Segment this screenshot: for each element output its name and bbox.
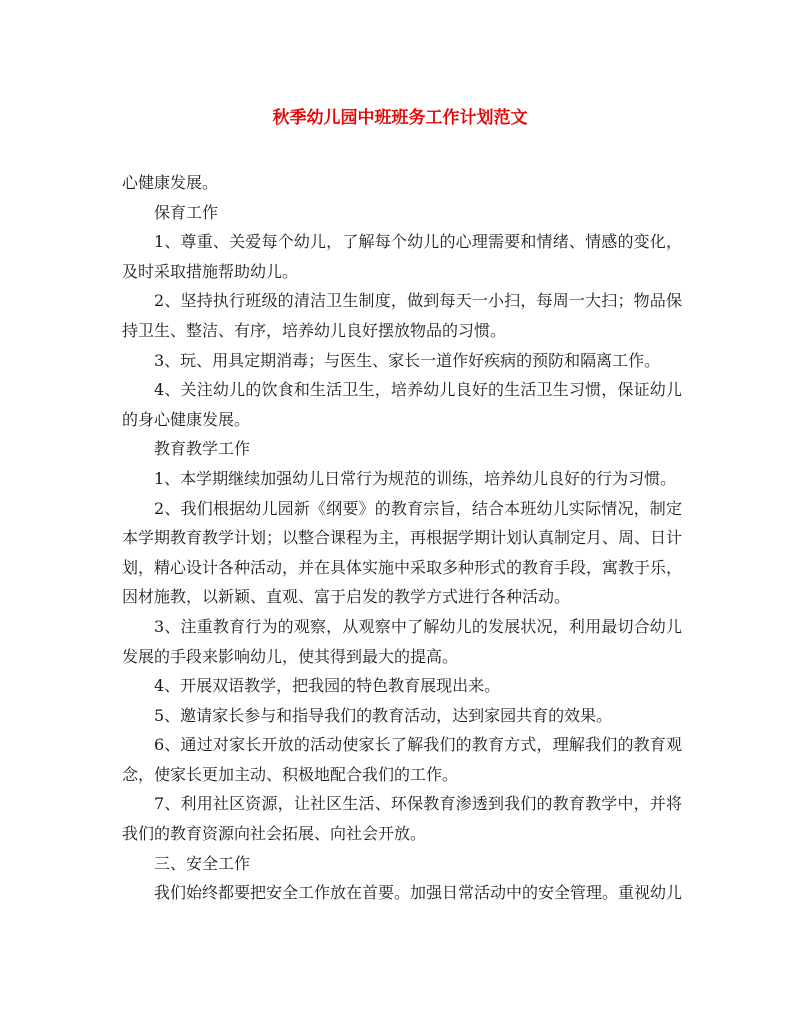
paragraph: 3、注重教育行为的观察，从观察中了解幼儿的发展状况，利用最切合幼儿发展的手段来影响幼儿，使其得到最大的提高。: [122, 616, 682, 666]
document-title: 秋季幼儿园中班班务工作计划范文: [272, 108, 528, 128]
paragraph: 3、玩、用具定期消毒；与医生、家长一道作好疾病的预防和隔离工作。: [154, 350, 661, 370]
document-body: [122, 168, 682, 908]
paragraph: 1、尊重、关爱每个幼儿，了解每个幼儿的心理需要和情绪、情感的变化，及时采取措施帮助幼儿。: [122, 232, 682, 281]
paragraph: 4、开展双语教学，把我园的特色教育展现出来。: [154, 676, 501, 696]
paragraph: 2、我们根据幼儿园新《纲要》的教育宗旨，结合本班幼儿实际情况，制定本学期教育教学计划；以整合课程为主，再根据学期计划认真制定月、周、日计划，精心设计各种活动，并在具体实施中采取多种形式的教育手段，寓教于乐，因材施教，以新颖、直观、富于启发的教学方式进行各种活动。: [122, 498, 683, 607]
paragraph: 我们始终都要把安全工作放在首要。加强日常活动中的安全管理。重视幼儿: [154, 883, 683, 903]
section-heading: 保育工作: [154, 202, 219, 222]
paragraph: 5、邀请家长参与和指导我们的教育活动，达到家园共育的效果。: [154, 705, 613, 725]
paragraph: 2、坚持执行班级的清洁卫生制度，做到每天一小扫，每周一大扫；物品保持卫生、整洁、有序，培养幼儿良好摆放物品的习惯。: [122, 291, 682, 340]
paragraph: 1、本学期继续加强幼儿日常行为规范的训练，培养幼儿良好的行为习惯。: [154, 468, 677, 488]
paragraph: 7、利用社区资源，让社区生活、环保教育渗透到我们的教育教学中，并将我们的教育资源向社会拓展、向社会开放。: [122, 794, 682, 844]
paragraph: 心健康发展。: [122, 173, 219, 192]
paragraph: 6、通过对家长开放的活动使家长了解我们的教育方式，理解我们的教育观念，使家长更加主动、积极地配合我们的工作。: [122, 735, 682, 784]
paragraph: 4、关注幼儿的饮食和生活卫生，培养幼儿良好的生活卫生习惯，保证幼儿的身心健康发展。: [122, 380, 682, 429]
section-heading: 三、安全工作: [154, 853, 251, 873]
section-heading: 教育教学工作: [154, 439, 251, 459]
